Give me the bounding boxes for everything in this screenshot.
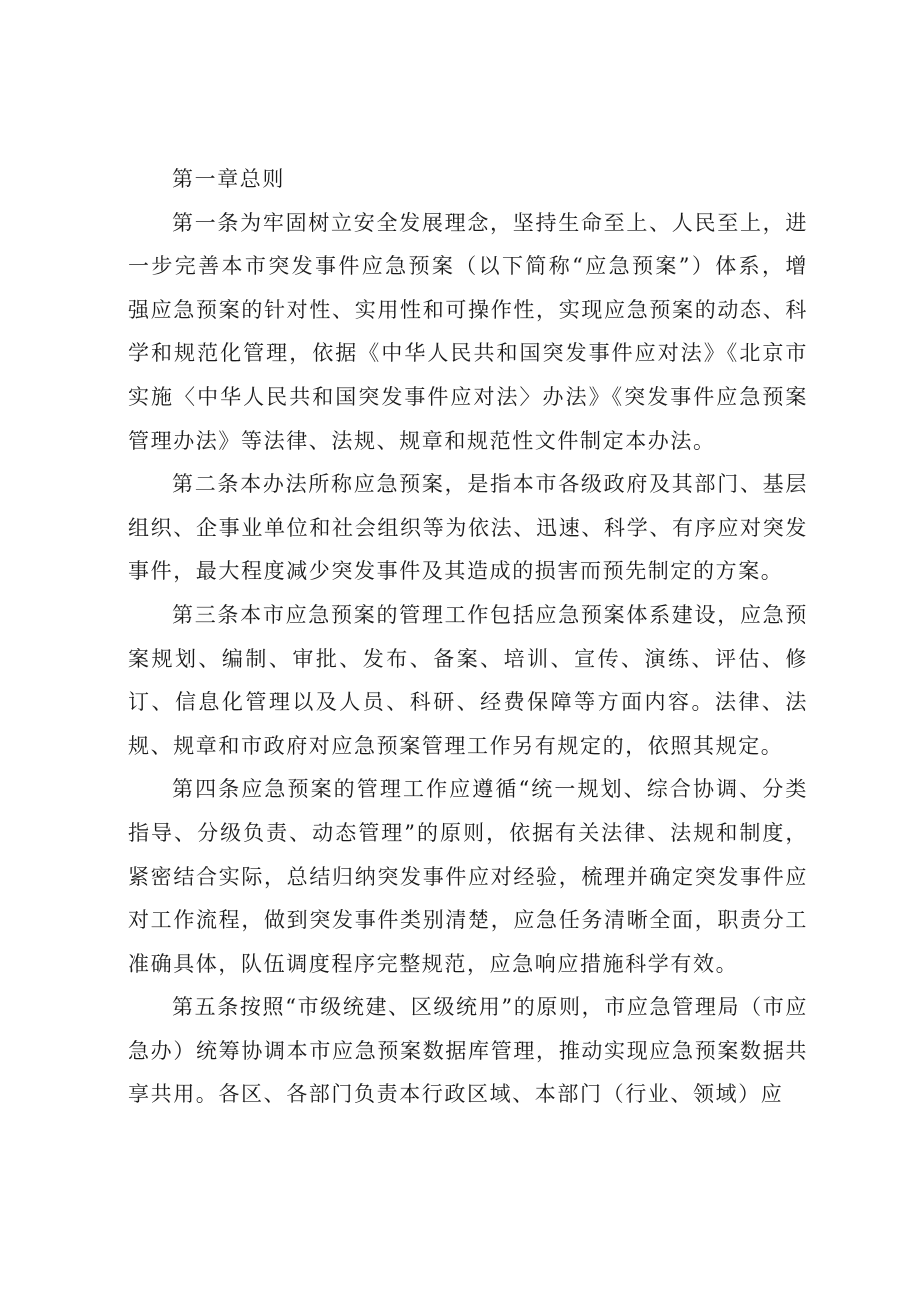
article-5-paragraph: 第五条按照“市级统建、区级统用”的原则，市应急管理局（市应急办）统筹协调本市应急预案数据库管理，推动实现应急预案数据共享共用。各区、各部门负责本行政区域、本部门（行业、领域）应 [128,995,808,1107]
chapter-title: 第一章总则 [172,167,285,191]
article-1-paragraph: 第一条为牢固树立安全发展理念，坚持生命至上、人民至上，进一步完善本市突发事件应急预案（以下简称“应急预案”）体系，增强应急预案的针对性、实用性和可操作性，实现应急预案的动态、科学和规范化管理，依据《中华人民共和国突发事件应对法》《北京市实施〈中华人民共和国突发事件应对法〉办法》《突发事件应急预案管理办法》等法律、法规、规章和规范性文件制定本办法。 [128,210,808,453]
article-3-paragraph: 第三条本市应急预案的管理工作包括应急预案体系建设，应急预案规划、编制、审批、发布、备案、培训、宣传、演练、评估、修订、信息化管理以及人员、科研、经费保障等方面内容。法律、法规、规章和市政府对应急预案管理工作另有规定的，依照其规定。 [128,602,808,758]
document-body [128,158,808,1117]
article-4-paragraph: 第四条应急预案的管理工作应遵循“统一规划、综合协调、分类指导、分级负责、动态管理”的原则，依据有关法律、法规和制度，紧密结合实际，总结归纳突发事件应对经验，梳理并确定突发事件应对工作流程，做到突发事件类别清楚，应急任务清晰全面，职责分工准确具体，队伍调度程序完整规范，应急响应措施科学有效。 [128,777,808,976]
article-2-paragraph: 第二条本办法所称应急预案，是指本市各级政府及其部门、基层组织、企事业单位和社会组织等为依法、迅速、科学、有序应对突发事件，最大程度减少突发事件及其造成的损害而预先制定的方案。 [128,472,808,584]
